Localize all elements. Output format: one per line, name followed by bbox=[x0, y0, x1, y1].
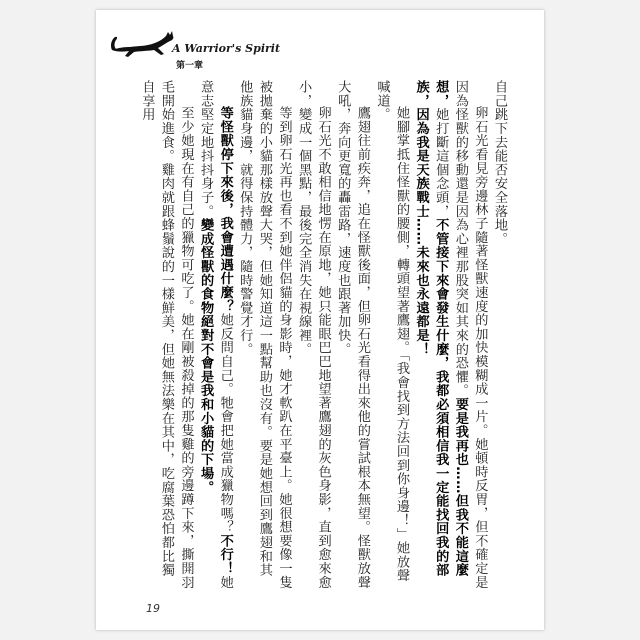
paragraph-5: 卵石光不敢相信地愣在原地，她只能眼巴巴地望著鷹翅的灰色身影，直到愈來愈小，變成一個黑點，最後完全消失在視線裡。 bbox=[296, 80, 331, 590]
paragraph-3: 她腳掌抵住怪獸的腰側，轉頭望著鷹翅。「我會找到方法回到你身邊！」她放聲喊道。 bbox=[374, 80, 410, 583]
chapter-header bbox=[110, 20, 280, 70]
page-number: 19 bbox=[146, 602, 160, 615]
paragraph-8: 至少她現在有自己的獵物可吃了。她在剛被殺掉的那隻雞的旁邊蹲下來，撕開羽毛開始進食。雞肉就跟蜂鬚說的一樣鮮美，但她無法樂在其中，吃腐葉恐怕都比獨自享用 bbox=[139, 80, 194, 590]
paragraph-2-thought-b: 不管接下來會發生什麼，我都必須相信我一定能找回我的部族，因為我是天族戰士……未來也永遠都是！ bbox=[413, 80, 449, 577]
paragraph-7-thought-c: 變成怪獸的食物絕對不會是我和小貓的下場。 bbox=[198, 218, 214, 494]
paragraph-4: 鷹翅往前疾奔，追在怪獸後面，但卵石光看得出來他的嘗試根本無望。怪獸放聲大吼，奔向更寬的轟雷路，速度也跟著加快。 bbox=[335, 80, 370, 590]
book-title: A Warrior's Spirit bbox=[172, 42, 281, 55]
paragraph-2 bbox=[411, 80, 489, 590]
paragraph-1: 自己跳下去能否安全落地。 bbox=[492, 80, 507, 246]
chapter-label: 第一章 bbox=[176, 61, 204, 71]
book-page bbox=[96, 10, 544, 630]
paragraph-7-thought-b: 不行！ bbox=[217, 534, 233, 576]
paragraph-7-text-a: 她反問自己。牠會把她當成獵物嗎？ bbox=[217, 313, 233, 535]
paragraph-7-text-b: 她意志堅定地抖抖身子。 bbox=[198, 80, 233, 590]
page-body-text bbox=[134, 80, 509, 590]
paragraph-7-thought-a: 等怪獸停下來後，我會遭遇什麼？ bbox=[217, 106, 233, 314]
paragraph-2-thought-a: 要是我再也……但我不能這麼想， bbox=[433, 80, 468, 577]
leaping-cat-icon bbox=[110, 20, 180, 60]
paragraph-2-text-a: 卵石光看見旁邊林子隨著怪獸速度的加快模糊成一片。她頓時反胃，但不確定是因為怪獸的移動還是因為心裡那股突如其來的恐懼。 bbox=[452, 80, 488, 590]
paragraph-2-text-b: 她打斷這個念頭， bbox=[433, 107, 449, 219]
paragraph-7 bbox=[196, 80, 235, 590]
paragraph-6: 等到卵石光再也看不到她伴侶貓的身影時，她才軟趴在平臺上。她很想要像一隻被拋棄的小貓那樣放聲大哭，但她知道這一點幫助也沒有。要是她想回到鷹翅和其他族貓身邊，就得保持體力，隨時警覺才行。 bbox=[237, 80, 292, 590]
